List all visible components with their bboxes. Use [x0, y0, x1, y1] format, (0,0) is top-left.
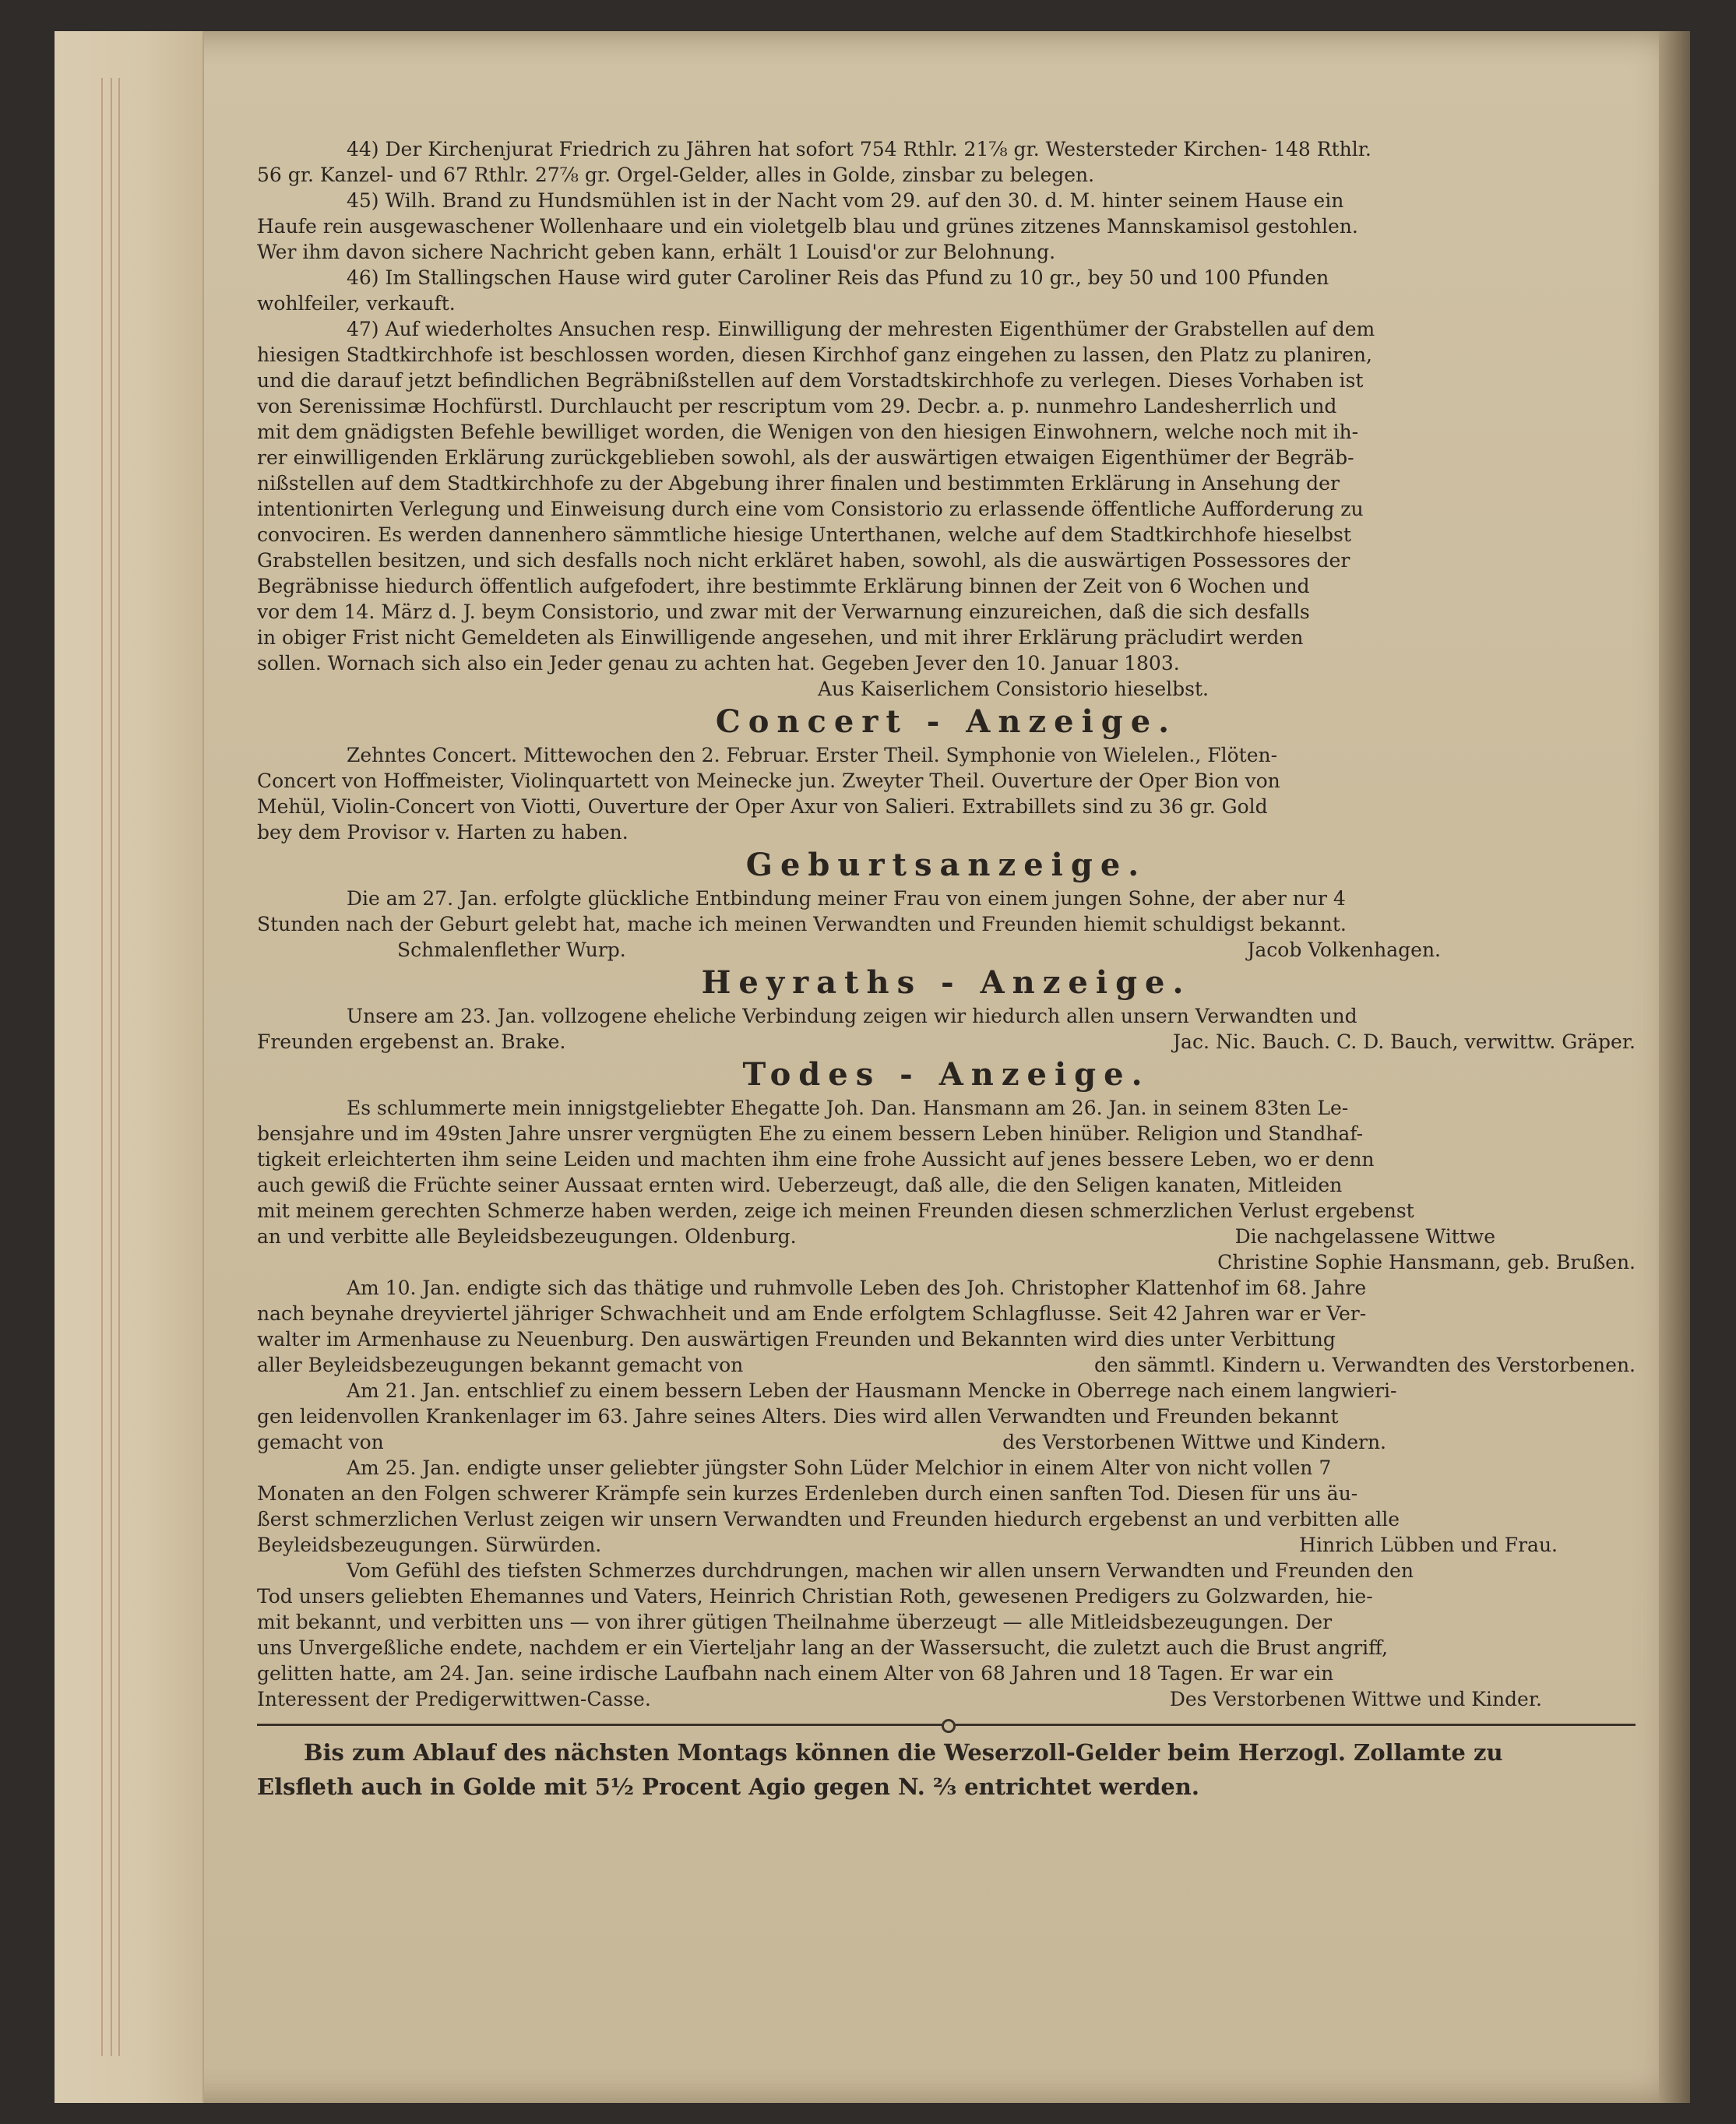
marriage-announcement: [257, 964, 1636, 1055]
previous-page-edge: [55, 31, 204, 2103]
text-line: rer einwilligenden Erklärung zurückgeblieben sowohl, als der auswärtigen etwaigen Eigenthümer der Begräb-: [257, 446, 1354, 469]
text-line: auch gewiß die Früchte seiner Aussaat ernten wird. Ueberzeugt, daß alle, die den Seligen kanaten, Mitleiden: [257, 1174, 1343, 1196]
entry-47: [257, 316, 1636, 702]
text-line: Vom Gefühl des tiefsten Schmerzes durchdrungen, machen wir allen unsern Verwandten und Freunden den: [347, 1559, 1414, 1582]
death-2-signer: den sämmtl. Kindern u. Verwandten des Verstorbenen.: [1094, 1354, 1636, 1376]
text-line: mit dem gnädigsten Befehle bewilliget worden, die Wenigen von den hiesigen Einwohnern, welche noch mit ih-: [257, 421, 1359, 443]
text-line: Zehntes Concert. Mittewochen den 2. Februar. Erster Theil. Symphonie von Wielelen., Flöten-: [347, 744, 1278, 766]
text-line: wohlfeiler, verkauft.: [257, 292, 456, 315]
death-heading: Todes - Anzeige.: [742, 1056, 1150, 1093]
text-line: Haufe rein ausgewaschener Wollenhaare und ein violetgelb blau und grünes zitzenes Mannskamisol gestohlen.: [257, 215, 1358, 238]
marriage-text-end: Freunden ergebenst an. Brake.: [257, 1030, 566, 1053]
text-line: 46) Im Stallingschen Hause wird guter Caroliner Reis das Pfund zu 10 gr., bey 50 und 100 Pfunden: [347, 266, 1329, 289]
text-line: an und verbitte alle Beyleidsbezeugungen. Oldenburg.: [257, 1225, 797, 1248]
birth-announcement: [257, 847, 1636, 963]
text-line: Beyleidsbezeugungen. Sürwürden.: [257, 1534, 602, 1556]
text-line: Wer ihm davon sichere Nachricht geben kann, erhält 1 Louisd'or zur Belohnung.: [257, 241, 1056, 263]
text-line: bensjahre und im 49sten Jahre unsrer vergnügten Ehe zu einem bessern Leben hinüber. Religion und Standhaf-: [257, 1122, 1364, 1145]
text-line: vor dem 14. März d. J. beym Consistorio, und zwar mit der Verwarnung einzureichen, daß die sich desfalls: [257, 601, 1310, 623]
text-line: Concert von Hoffmeister, Violinquartett von Meinecke jun. Zweyter Theil. Ouverture der Oper Bion von: [257, 770, 1280, 792]
death-5-signer: Des Verstorbenen Wittwe und Kinder.: [1169, 1688, 1542, 1710]
text-line: mit meinem gerechten Schmerze haben werden, zeige ich meinen Freunden diesen schmerzlichen Verlust ergebenst: [257, 1199, 1414, 1222]
death-3-last-row: [257, 1429, 1636, 1455]
entry-44: [257, 136, 1636, 188]
divider-ornament: [942, 1719, 956, 1733]
birth-signature-row: [257, 937, 1636, 963]
birth-heading: Geburtsanzeige.: [745, 847, 1147, 883]
text-line: walter im Armenhause zu Neuenburg. Den auswärtigen Freunden und Bekannten wird dies unter Verbittung: [257, 1328, 1336, 1351]
text-line: sollen. Wornach sich also ein Jeder genau zu achten hat. Gegeben Jever den 10. Januar 1803.: [257, 652, 1180, 675]
text-line: Begräbnisse hiedurch öffentlich aufgefodert, ihre bestimmte Erklärung binnen der Zeit von 6 Wochen und: [257, 575, 1310, 597]
page-edge-shadow: [1659, 31, 1690, 2103]
text-line: tigkeit erleichterten ihm seine Leiden und machten ihm eine frohe Aussicht auf jenes bessere Leben, wo er denn: [257, 1148, 1375, 1171]
customs-notice: [257, 1735, 1636, 1804]
death-4-signer: Hinrich Lübben und Frau.: [1299, 1534, 1558, 1556]
text-line: mit bekannt, und verbitten uns — von ihrer gütigen Theilnahme überzeugt — alle Mitleidsbezeugungen. Der: [257, 1611, 1333, 1633]
text-line: Die am 27. Jan. erfolgte glückliche Entbindung meiner Frau von einem jungen Sohne, der aber nur 4: [347, 887, 1346, 910]
text-line: nach beynahe dreyviertel jähriger Schwachheit und am Ende erfolgtem Schlagflusse. Seit 42 Jahren war er Ver-: [257, 1302, 1367, 1325]
entry-46: [257, 265, 1636, 316]
marriage-heading: Heyraths - Anzeige.: [701, 964, 1192, 1001]
text-line: aller Beyleidsbezeugungen bekannt gemacht von: [257, 1354, 744, 1376]
entry-47-signature: Aus Kaiserlichem Consistorio hieselbst.: [818, 678, 1209, 700]
text-line: Mehül, Violin-Concert von Viotti, Ouverture der Oper Axur von Salieri. Extrabillets sind zu 36 gr. Gold: [257, 795, 1268, 818]
text-line: und die darauf jetzt befindlichen Begräbnißstellen auf dem Vorstadtskirchhofe zu verlegen. Dieses Vorhaben ist: [257, 369, 1364, 392]
text-line: Am 25. Jan. endigte unser geliebter jüngster Sohn Lüder Melchior in einem Alter von nicht vollen 7: [347, 1457, 1332, 1479]
text-line: bey dem Provisor v. Harten zu haben.: [257, 821, 629, 844]
death-4-last-row: [257, 1532, 1636, 1558]
text-line: gelitten hatte, am 24. Jan. seine irdische Laufbahn nach einem Alter von 68 Jahren und 18 Tagen. Er war ein: [257, 1662, 1334, 1685]
marriage-signers: Jac. Nic. Bauch. C. D. Bauch, verwittw. Gräper.: [1173, 1030, 1636, 1053]
concert-announcement: [257, 703, 1636, 845]
text-line: Am 21. Jan. entschlief zu einem bessern Leben der Hausmann Mencke in Oberrege nach einem langwieri-: [347, 1379, 1397, 1402]
text-line: ßerst schmerzlichen Verlust zeigen wir unsern Verwandten und Freunden hiedurch ergebenst an und verbitten alle: [257, 1508, 1400, 1530]
death-2-last-row: [257, 1352, 1636, 1378]
text-line: 47) Auf wiederholtes Ansuchen resp. Einwilligung der mehresten Eigenthümer der Grabstellen auf dem: [347, 318, 1375, 340]
text-line: Es schlummerte mein innigstgeliebter Ehegatte Joh. Dan. Hansmann am 26. Jan. in seinem 83ten Le-: [347, 1097, 1349, 1119]
text-line: 44) Der Kirchenjurat Friedrich zu Jähren hat sofort 754 Rthlr. 21⅞ gr. Westersteder Kirchen- 148 Rthlr.: [347, 138, 1372, 160]
concert-heading: Concert - Anzeige.: [715, 703, 1178, 740]
text-line: von Serenissimæ Hochfürstl. Durchlaucht per rescriptum vom 29. Decbr. a. p. nunmehro Landesherrlich und: [257, 395, 1337, 417]
birth-signer: Jacob Volkenhagen.: [1247, 939, 1441, 961]
section-divider: [257, 1718, 1636, 1731]
text-line: intentionirten Verlegung und Einweisung durch eine vom Consistorio zu erlassende öffentliche Aufforderung zu: [257, 498, 1364, 520]
text-line: gemacht von: [257, 1431, 384, 1453]
death-announcements: [257, 1056, 1636, 1712]
birth-place: Schmalenflether Wurp.: [397, 939, 626, 961]
text-line: hiesigen Stadtkirchhofe ist beschlossen worden, diesen Kirchhof ganz eingehen zu lassen, den Platz zu planiren,: [257, 343, 1372, 366]
text-line: gen leidenvollen Krankenlager im 63. Jahre seines Alters. Dies wird allen Verwandten und Freunden bekannt: [257, 1405, 1339, 1428]
death-1-signer: Christine Sophie Hansmann, geb. Brußen.: [1217, 1251, 1636, 1273]
text-line: Unsere am 23. Jan. vollzogene eheliche Verbindung zeigen wir hiedurch allen unsern Verwandten und: [347, 1005, 1357, 1027]
text-line: Grabstellen besitzen, und sich desfalls noch nicht erkläret haben, sowohl, als die auswärtigen Possessores der: [257, 549, 1350, 572]
text-line: uns Unvergeßliche endete, nachdem er ein Vierteljahr lang an der Wassersucht, die zuletzt auch die Brust angriff,: [257, 1636, 1388, 1659]
text-line: Am 10. Jan. endigte sich das thätige und ruhmvolle Leben des Joh. Christopher Klattenhof im 68. Jahre: [347, 1277, 1367, 1299]
entry-45: [257, 188, 1636, 265]
text-line: in obiger Frist nicht Gemeldeten als Einwilligende angesehen, und mit ihrer Erklärung präcludirt werden: [257, 626, 1304, 649]
signature-title: Die nachgelassene Wittwe: [1234, 1225, 1495, 1248]
notice-line: Elsfleth auch in Golde mit 5½ Procent Agio gegen N. ⅔ entrichtet werden.: [257, 1774, 1199, 1800]
text-line: Tod unsers geliebten Ehemannes und Vaters, Heinrich Christian Roth, gewesenen Predigers zu Golzwarden, hie-: [257, 1585, 1373, 1608]
death-3-signer: des Verstorbenen Wittwe und Kindern.: [1002, 1431, 1386, 1453]
text-line: Monaten an den Folgen schwerer Krämpfe sein kurzes Erdenleben durch einen sanften Tod. Diesen für uns äu-: [257, 1482, 1358, 1505]
text-line: convociren. Es werden dannenhero sämmtliche hiesige Unterthanen, welche auf dem Stadtkirchhofe hieselbst: [257, 523, 1351, 546]
text-line: 56 gr. Kanzel- und 67 Rthlr. 27⅞ gr. Orgel-Gelder, alles in Golde, zinsbar zu belegen.: [257, 164, 1095, 186]
text-line: Interessent der Predigerwittwen-Casse.: [257, 1688, 651, 1710]
text-column: [257, 136, 1636, 1804]
marriage-signature-row: [257, 1029, 1636, 1055]
death-5-last-row: [257, 1686, 1636, 1712]
death-1-last-row: [257, 1224, 1636, 1249]
text-line: 45) Wilh. Brand zu Hundsmühlen ist in der Nacht vom 29. auf den 30. d. M. hinter seinem Hause ein: [347, 189, 1344, 212]
notice-line: Bis zum Ablauf des nächsten Montags können die Weserzoll-Gelder beim Herzogl. Zollamte zu: [304, 1739, 1503, 1766]
text-line: Stunden nach der Geburt gelebt hat, mache ich meinen Verwandten und Freunden hiemit schuldigst bekannt.: [257, 913, 1347, 935]
text-line: nißstellen auf dem Stadtkirchhofe zu der Abgebung ihrer finalen und bestimmten Erklärung in Ansehung der: [257, 472, 1340, 495]
